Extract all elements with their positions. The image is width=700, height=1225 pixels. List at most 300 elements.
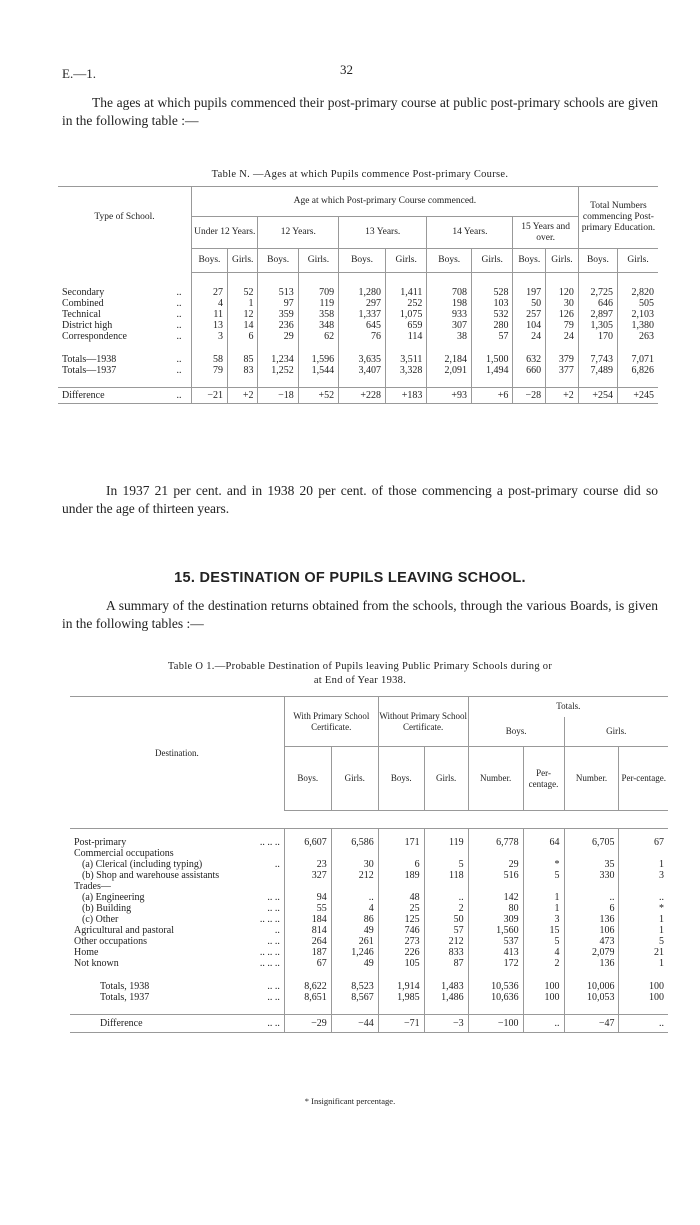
- boys-header: Boys.: [192, 249, 228, 273]
- data-cell: 212: [424, 936, 468, 947]
- data-cell: 104: [513, 320, 546, 331]
- data-cell: 13: [192, 320, 228, 331]
- age-header: 15 Years and over.: [513, 217, 578, 249]
- age-header: 12 Years.: [258, 217, 339, 249]
- data-cell: 473: [564, 936, 619, 947]
- data-cell: 118: [424, 870, 468, 881]
- data-cell: 79: [192, 365, 228, 376]
- table-row: [58, 309, 658, 320]
- data-cell: 64: [523, 837, 564, 848]
- data-cell: 30: [546, 298, 579, 309]
- leader-dots: [220, 881, 284, 892]
- data-cell: 24: [513, 331, 546, 342]
- row-label: (b) Building: [82, 902, 132, 914]
- data-cell: 106: [564, 925, 619, 936]
- difference-row: [58, 388, 658, 404]
- data-cell: 2,079: [564, 947, 619, 958]
- data-cell: ..: [619, 892, 668, 903]
- data-cell: 83: [227, 365, 258, 376]
- leader-dots: ..: [176, 353, 182, 365]
- data-cell: 171: [378, 837, 424, 848]
- data-cell: 125: [378, 914, 424, 925]
- data-cell: 114: [385, 331, 426, 342]
- totals-row: [70, 992, 668, 1003]
- section-title: DESTINATION OF PUPILS LEAVING SCHOOL.: [199, 570, 526, 586]
- data-cell: 1,234: [258, 354, 298, 365]
- data-cell: 29: [258, 331, 298, 342]
- table-row: [70, 947, 668, 958]
- data-cell: 76: [339, 331, 386, 342]
- table-row: [70, 848, 668, 859]
- data-cell: 67: [619, 837, 668, 848]
- data-cell: +245: [618, 388, 658, 404]
- percentage-header: Per-centage.: [619, 747, 668, 811]
- data-cell: 8,651: [284, 992, 331, 1003]
- table-o1: [70, 696, 668, 1033]
- totals-girls-header: Girls.: [564, 717, 668, 747]
- data-cell: [523, 881, 564, 892]
- data-cell: 379: [546, 354, 579, 365]
- data-cell: 1,411: [385, 287, 426, 298]
- data-cell: 6,778: [468, 837, 523, 848]
- data-cell: 5: [619, 936, 668, 947]
- data-cell: 62: [298, 331, 338, 342]
- data-cell: 85: [227, 354, 258, 365]
- data-cell: 330: [564, 870, 619, 881]
- row-label: Totals—1938: [62, 353, 117, 365]
- data-cell: 261: [331, 936, 378, 947]
- data-cell: 1,280: [339, 287, 386, 298]
- totals-header: Totals.: [468, 697, 668, 717]
- without-certificate-header: Without Primary School Certificate.: [378, 697, 468, 747]
- data-cell: ..: [619, 1015, 668, 1033]
- data-cell: 6,586: [331, 837, 378, 848]
- data-cell: 263: [618, 331, 658, 342]
- boys-header: Boys.: [578, 249, 617, 273]
- data-cell: −3: [424, 1015, 468, 1033]
- data-cell: 120: [546, 287, 579, 298]
- leader-dots: ..: [176, 297, 182, 309]
- data-cell: [468, 848, 523, 859]
- data-cell: 2: [424, 903, 468, 914]
- data-cell: 2,725: [578, 287, 617, 298]
- data-cell: 280: [472, 320, 513, 331]
- leader-dots: .. .. ..: [259, 957, 280, 969]
- leader-dots: .. ..: [267, 991, 280, 1003]
- data-cell: 170: [578, 331, 617, 342]
- data-cell: 1: [619, 958, 668, 969]
- page-number: 32: [340, 62, 353, 77]
- data-cell: 1: [619, 925, 668, 936]
- girls-header: Girls.: [472, 249, 513, 273]
- leader-dots: ..: [176, 286, 182, 298]
- leader-dots: [220, 848, 284, 859]
- data-cell: 197: [513, 287, 546, 298]
- data-cell: *: [619, 903, 668, 914]
- data-cell: 14: [227, 320, 258, 331]
- row-label: District high: [62, 319, 113, 331]
- data-cell: 35: [564, 859, 619, 870]
- data-cell: 516: [468, 870, 523, 881]
- data-cell: 327: [284, 870, 331, 881]
- data-cell: 358: [298, 309, 338, 320]
- leader-dots: ..: [167, 388, 192, 404]
- data-cell: *: [523, 859, 564, 870]
- data-cell: 6: [378, 859, 424, 870]
- totals-boys-header: Boys.: [468, 717, 564, 747]
- data-cell: 1: [227, 298, 258, 309]
- boys-header: Boys.: [378, 747, 424, 811]
- table-row: [58, 298, 658, 309]
- leader-dots: ..: [176, 364, 182, 376]
- data-cell: 80: [468, 903, 523, 914]
- leader-dots: .. .. ..: [259, 836, 280, 848]
- data-cell: 645: [339, 320, 386, 331]
- data-cell: 86: [331, 914, 378, 925]
- data-cell: 100: [523, 992, 564, 1003]
- intro-paragraph: The ages at which pupils commenced their post-primary course at public post-primary schools are given in the following table :—: [62, 95, 658, 128]
- table-row: [70, 903, 668, 914]
- data-cell: 1,985: [378, 992, 424, 1003]
- row-label: Trades—: [74, 880, 111, 892]
- girls-header: Girls.: [385, 249, 426, 273]
- data-cell: −18: [258, 388, 298, 404]
- data-cell: [564, 881, 619, 892]
- leader-dots: .. .. ..: [259, 913, 280, 925]
- data-cell: 198: [427, 298, 472, 309]
- data-cell: +228: [339, 388, 386, 404]
- data-cell: 67: [284, 958, 331, 969]
- age-header: 14 Years.: [427, 217, 513, 249]
- data-cell: 833: [424, 947, 468, 958]
- data-cell: 659: [385, 320, 426, 331]
- row-label: Totals—1937: [62, 364, 117, 376]
- data-cell: 6,826: [618, 365, 658, 376]
- data-cell: 1: [523, 892, 564, 903]
- data-cell: ..: [523, 1015, 564, 1033]
- boys-header: Boys.: [258, 249, 298, 273]
- table-row: [58, 287, 658, 298]
- row-label: Difference: [58, 388, 167, 404]
- report-code: E.—1.: [62, 66, 96, 81]
- data-cell: 348: [298, 320, 338, 331]
- data-cell: 11: [192, 309, 228, 320]
- data-cell: 136: [564, 958, 619, 969]
- data-cell: 103: [472, 298, 513, 309]
- data-cell: 1,337: [339, 309, 386, 320]
- leader-dots: ..: [274, 858, 280, 870]
- data-cell: −100: [468, 1015, 523, 1033]
- table-o-caption-line2: at End of Year 1938.: [313, 675, 407, 686]
- data-cell: 2,091: [427, 365, 472, 376]
- data-cell: 10,006: [564, 981, 619, 992]
- data-cell: 7,071: [618, 354, 658, 365]
- data-cell: 632: [513, 354, 546, 365]
- data-cell: 4: [331, 903, 378, 914]
- row-label: Post-primary: [74, 836, 127, 848]
- data-cell: 1,560: [468, 925, 523, 936]
- percentage-header: Per-centage.: [523, 747, 564, 811]
- section-heading: [0, 570, 700, 586]
- data-cell: 1,380: [618, 320, 658, 331]
- data-cell: 1,544: [298, 365, 338, 376]
- data-cell: [284, 848, 331, 859]
- data-cell: 309: [468, 914, 523, 925]
- data-cell: ..: [331, 892, 378, 903]
- data-cell: −71: [378, 1015, 424, 1033]
- girls-header: Girls.: [298, 249, 338, 273]
- data-cell: 126: [546, 309, 579, 320]
- footnote: * Insignificant percentage.: [304, 1096, 396, 1106]
- data-cell: 50: [513, 298, 546, 309]
- data-cell: 24: [546, 331, 579, 342]
- leader-dots: ..: [176, 308, 182, 320]
- row-label: Combined: [62, 297, 104, 309]
- girls-header: Girls.: [424, 747, 468, 811]
- data-cell: 6,705: [564, 837, 619, 848]
- data-cell: 505: [618, 298, 658, 309]
- table-row: [70, 837, 668, 848]
- data-cell: 264: [284, 936, 331, 947]
- data-cell: 49: [331, 958, 378, 969]
- data-cell: [331, 881, 378, 892]
- data-cell: −47: [564, 1015, 619, 1033]
- age-group-header: Age at which Post-primary Course commenced.: [192, 187, 579, 217]
- table-row: [70, 859, 668, 870]
- leader-dots: ..: [274, 924, 280, 936]
- table-row: [70, 936, 668, 947]
- data-cell: 513: [258, 287, 298, 298]
- data-cell: 38: [427, 331, 472, 342]
- data-cell: 4: [523, 947, 564, 958]
- totals-row: [58, 354, 658, 365]
- data-cell: 3,328: [385, 365, 426, 376]
- totals-row: [70, 981, 668, 992]
- data-cell: 100: [619, 981, 668, 992]
- data-cell: 3: [523, 914, 564, 925]
- leader-dots: .. .. ..: [259, 946, 280, 958]
- data-cell: +6: [472, 388, 513, 404]
- table-n-caption: Table N. —Ages at which Pupils commence Post-primary Course.: [211, 169, 509, 180]
- data-cell: 50: [424, 914, 468, 925]
- data-cell: 1,252: [258, 365, 298, 376]
- number-header: Number.: [468, 747, 523, 811]
- data-cell: 1,246: [331, 947, 378, 958]
- data-cell: 3: [619, 870, 668, 881]
- row-label: Secondary: [62, 286, 105, 298]
- data-cell: 537: [468, 936, 523, 947]
- data-cell: −28: [513, 388, 546, 404]
- data-cell: [619, 881, 668, 892]
- data-cell: [619, 848, 668, 859]
- boys-header: Boys.: [513, 249, 546, 273]
- data-cell: 5: [523, 936, 564, 947]
- data-cell: 236: [258, 320, 298, 331]
- data-cell: 172: [468, 958, 523, 969]
- data-cell: +254: [578, 388, 617, 404]
- data-cell: 6,607: [284, 837, 331, 848]
- data-cell: 3,407: [339, 365, 386, 376]
- data-cell: [523, 848, 564, 859]
- data-cell: 1: [619, 859, 668, 870]
- data-cell: 3,635: [339, 354, 386, 365]
- data-cell: −29: [284, 1015, 331, 1033]
- data-cell: 189: [378, 870, 424, 881]
- data-cell: ..: [564, 892, 619, 903]
- data-cell: 5: [523, 870, 564, 881]
- data-cell: 1,500: [472, 354, 513, 365]
- data-cell: +93: [427, 388, 472, 404]
- row-label: Agricultural and pastoral: [74, 924, 174, 936]
- total-numbers-header: Total Numbers commencing Post-primary Education.: [578, 187, 658, 249]
- data-cell: 1,483: [424, 981, 468, 992]
- data-cell: 1,075: [385, 309, 426, 320]
- data-cell: 2,103: [618, 309, 658, 320]
- girls-header: Girls.: [331, 747, 378, 811]
- data-cell: 29: [468, 859, 523, 870]
- data-cell: 10,053: [564, 992, 619, 1003]
- data-cell: 57: [472, 331, 513, 342]
- row-label: Correspondence: [62, 330, 127, 342]
- data-cell: 30: [331, 859, 378, 870]
- data-cell: 708: [427, 287, 472, 298]
- data-cell: 79: [546, 320, 579, 331]
- data-cell: 21: [619, 947, 668, 958]
- data-cell: 273: [378, 936, 424, 947]
- row-label: (b) Shop and warehouse assistants: [82, 869, 220, 881]
- leader-dots: [220, 870, 284, 881]
- data-cell: [378, 848, 424, 859]
- table-row: [70, 870, 668, 881]
- table-row: [70, 925, 668, 936]
- data-cell: 119: [424, 837, 468, 848]
- girls-header: Girls.: [546, 249, 579, 273]
- data-cell: 15: [523, 925, 564, 936]
- data-cell: 709: [298, 287, 338, 298]
- girls-header: Girls.: [618, 249, 658, 273]
- data-cell: +52: [298, 388, 338, 404]
- data-cell: 142: [468, 892, 523, 903]
- table-row: [70, 958, 668, 969]
- data-cell: 3,511: [385, 354, 426, 365]
- leader-dots: .. ..: [267, 902, 280, 914]
- row-label: (a) Clerical (including typing): [82, 858, 203, 870]
- data-cell: 184: [284, 914, 331, 925]
- data-cell: 58: [192, 354, 228, 365]
- data-cell: 2,820: [618, 287, 658, 298]
- data-cell: 119: [298, 298, 338, 309]
- with-certificate-header: With Primary School Certificate.: [284, 697, 378, 747]
- table-row: [70, 881, 668, 892]
- data-cell: 1: [619, 914, 668, 925]
- data-cell: −44: [331, 1015, 378, 1033]
- row-label: Home: [74, 946, 99, 958]
- row-label: Other occupations: [74, 935, 148, 947]
- data-cell: 94: [284, 892, 331, 903]
- data-cell: 933: [427, 309, 472, 320]
- leader-dots: ..: [176, 319, 182, 331]
- data-cell: 814: [284, 925, 331, 936]
- row-label: Totals, 1938: [100, 980, 150, 992]
- boys-header: Boys.: [284, 747, 331, 811]
- difference-row: [70, 1015, 668, 1033]
- data-cell: 100: [523, 981, 564, 992]
- data-cell: 7,743: [578, 354, 617, 365]
- data-cell: −21: [192, 388, 228, 404]
- totals-row: [58, 365, 658, 376]
- data-cell: 52: [227, 287, 258, 298]
- data-cell: +2: [227, 388, 258, 404]
- data-cell: 1: [523, 903, 564, 914]
- girls-header: Girls.: [227, 249, 258, 273]
- data-cell: 528: [472, 287, 513, 298]
- data-cell: 413: [468, 947, 523, 958]
- data-cell: [424, 881, 468, 892]
- data-cell: 5: [424, 859, 468, 870]
- data-cell: [331, 848, 378, 859]
- data-cell: 1,486: [424, 992, 468, 1003]
- boys-header: Boys.: [339, 249, 386, 273]
- data-cell: 2,897: [578, 309, 617, 320]
- data-cell: 2: [523, 958, 564, 969]
- table-row: [58, 331, 658, 342]
- table-row: [70, 914, 668, 925]
- data-cell: +183: [385, 388, 426, 404]
- data-cell: 10,636: [468, 992, 523, 1003]
- data-cell: 307: [427, 320, 472, 331]
- data-cell: ..: [424, 892, 468, 903]
- data-cell: 7,489: [578, 365, 617, 376]
- leader-dots: .. ..: [267, 935, 280, 947]
- row-label: Totals, 1937: [100, 991, 150, 1003]
- number-header: Number.: [564, 747, 619, 811]
- table-row: [70, 892, 668, 903]
- after-table-n-paragraph: In 1937 21 per cent. and in 1938 20 per cent. of those commencing a post-primary course did so under the age of thirteen years.: [62, 483, 658, 516]
- data-cell: [468, 881, 523, 892]
- data-cell: [284, 881, 331, 892]
- data-cell: 97: [258, 298, 298, 309]
- data-cell: 1,914: [378, 981, 424, 992]
- row-label: (a) Engineering: [82, 891, 145, 903]
- row-label: Technical: [62, 308, 101, 320]
- age-header: 13 Years.: [339, 217, 427, 249]
- data-cell: 136: [564, 914, 619, 925]
- type-of-school-header: Type of School.: [58, 187, 192, 249]
- row-label: Difference: [70, 1015, 220, 1033]
- leader-dots: .. ..: [220, 1015, 284, 1033]
- data-cell: 212: [331, 870, 378, 881]
- data-cell: 87: [424, 958, 468, 969]
- data-cell: 187: [284, 947, 331, 958]
- data-cell: 660: [513, 365, 546, 376]
- data-cell: 25: [378, 903, 424, 914]
- data-cell: 55: [284, 903, 331, 914]
- data-cell: 226: [378, 947, 424, 958]
- data-cell: 377: [546, 365, 579, 376]
- data-cell: 49: [331, 925, 378, 936]
- data-cell: 10,536: [468, 981, 523, 992]
- data-cell: 105: [378, 958, 424, 969]
- data-cell: 532: [472, 309, 513, 320]
- data-cell: 48: [378, 892, 424, 903]
- data-cell: [378, 881, 424, 892]
- table-n: [58, 186, 658, 404]
- data-cell: 6: [564, 903, 619, 914]
- table-o-caption-line1: Table O 1.—Probable Destination of Pupils leaving Public Primary Schools during or: [167, 661, 553, 672]
- data-cell: [564, 848, 619, 859]
- data-cell: 1,494: [472, 365, 513, 376]
- leader-dots: ..: [176, 330, 182, 342]
